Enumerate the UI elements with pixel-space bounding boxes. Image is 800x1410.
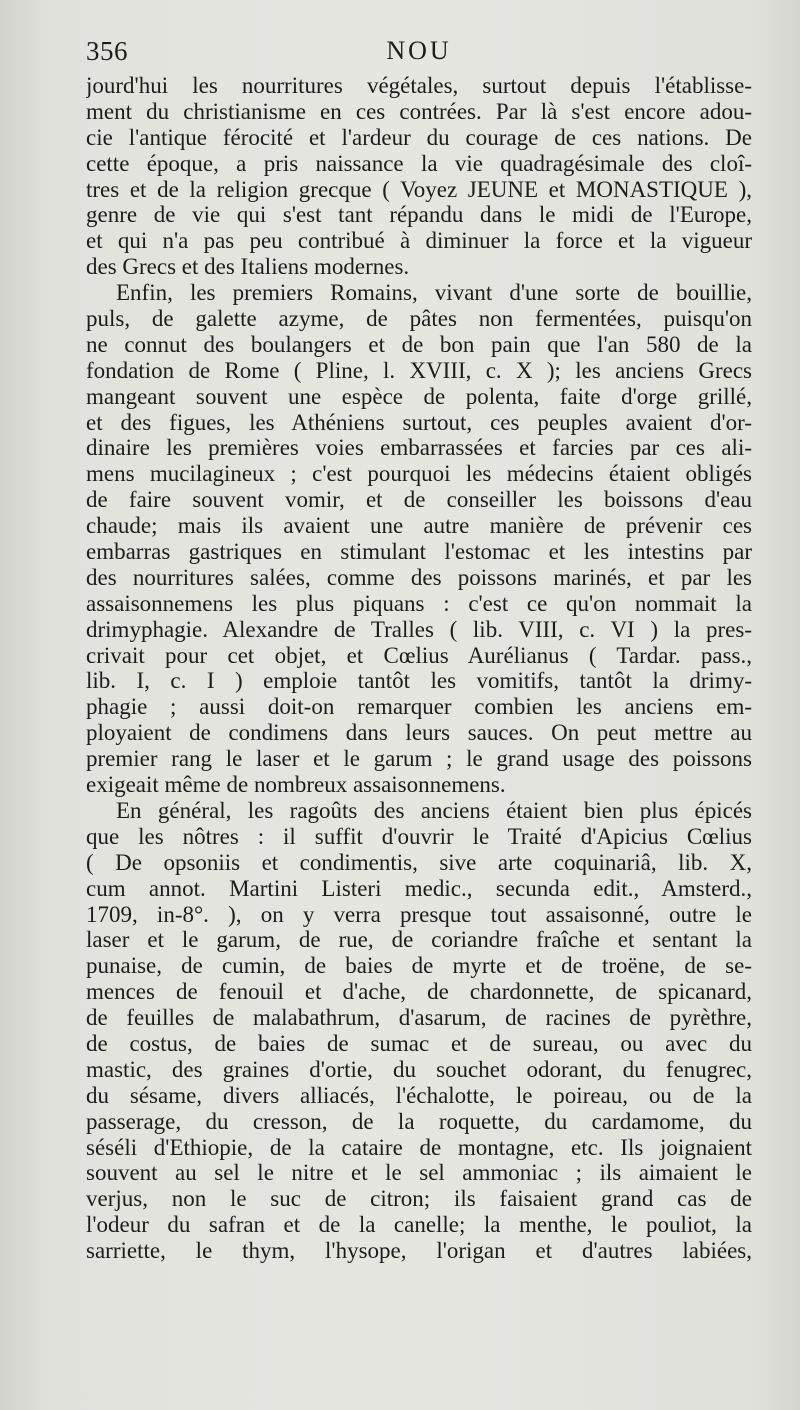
text-line: premier rang le laser et le garum ; le grand usage des poissons (86, 746, 752, 772)
text-line: laser et le garum, de rue, de coriandre fraîche et sentant la (86, 927, 752, 953)
text-line: cie l'antique férocité et l'ardeur du courage de ces nations. De (86, 124, 752, 150)
text-line: du sésame, divers alliacés, l'échalotte, le poireau, ou de la (86, 1082, 752, 1108)
text-line: de feuilles de malabathrum, d'asarum, de racines de pyrèthre, (86, 1005, 752, 1031)
text-line: ( De opsoniis et condimentis, sive arte coquinariâ, lib. X, (86, 849, 752, 875)
text-line: de faire souvent vomir, et de conseiller les boissons d'eau (86, 487, 752, 513)
text-line: ployaient de condimens dans leurs sauces. On peut mettre au (86, 720, 752, 746)
text-line: Enfin, les premiers Romains, vivant d'une sorte de bouillie, (116, 280, 752, 306)
text-line: jourd'hui les nourritures végétales, surtout depuis l'établisse- (86, 73, 752, 98)
text-line: cette époque, a pris naissance la vie quadragésimale des cloî- (86, 150, 752, 176)
text-line: assaisonnemens les plus piquans : c'est ce qu'on nommait la (86, 590, 752, 616)
text-line: lib. I, c. I ) emploie tantôt les vomitifs, tantôt la drimy- (86, 668, 752, 694)
text-line: exigeait même de nombreux assaisonnemens. (86, 772, 506, 798)
text-line: de costus, de baies de sumac et de sureau, ou avec du (86, 1030, 752, 1056)
text-line: phagie ; aussi doit-on remarquer combien les anciens em- (86, 694, 752, 720)
text-line: ment du christianisme en ces contrées. Par là s'est encore adou- (86, 98, 752, 124)
text-line: crivait pour cet objet, et Cœlius Aurélianus ( Tardar. pass., (86, 642, 752, 668)
text-line: des Grecs et des Italiens modernes. (86, 254, 410, 280)
text-line: et des figues, les Athéniens surtout, ces peuples avaient d'or- (86, 409, 752, 435)
text-line: que les nôtres : il suffit d'ouvrir le Traité d'Apicius Cœlius (86, 823, 752, 849)
text-line: séséli d'Ethiopie, de la cataire de montagne, etc. Ils joignaient (86, 1134, 752, 1160)
text-line: dinaire les premières voies embarrassées et farcies par ces ali- (86, 435, 752, 461)
text-line: punaise, de cumin, de baies de myrte et de troëne, de se- (86, 953, 752, 979)
text-line: drimyphagie. Alexandre de Tralles ( lib. VIII, c. VI ) la pres- (86, 616, 752, 642)
text-line: mastic, des graines d'ortie, du souchet odorant, du fenugrec, (86, 1056, 752, 1082)
text-line: des nourritures salées, comme des poissons marinés, et par les (86, 564, 752, 590)
text-line: genre de vie qui s'est tant répandu dans le midi de l'Europe, (86, 202, 752, 228)
text-line: puls, de galette azyme, de pâtes non fermentées, puisqu'on (86, 306, 752, 332)
text-line: cum annot. Martini Listeri medic., secunda edit., Amsterd., (86, 875, 752, 901)
text-line: chaude; mais ils avaient une autre manière de prévenir ces (86, 513, 752, 539)
text-line: verjus, non le suc de citron; ils faisaient grand cas de (86, 1186, 752, 1212)
text-line: fondation de Rome ( Pline, l. XVIII, c. X ); les anciens Grecs (86, 357, 752, 383)
text-line: mences de fenouil et d'ache, de chardonnette, de spicanard, (86, 979, 752, 1005)
text-line: tres et de la religion grecque ( Voyez JEUNE et MONASTIQUE ), (86, 176, 752, 202)
text-line: embarras gastriques en stimulant l'estomac et les intestins par (86, 539, 752, 565)
page-number: 356 (86, 36, 128, 66)
text-line: sarriette, le thym, l'hysope, l'origan et d'autres labiées, (86, 1238, 752, 1264)
running-head: NOU (386, 36, 452, 65)
body-text (86, 73, 752, 1264)
text-line: et qui n'a pas peu contribué à diminuer la force et la vigueur (86, 228, 752, 254)
text-line: En général, les ragoûts des anciens étaient bien plus épicés (116, 797, 752, 823)
text-line: souvent au sel le nitre et le sel ammoniac ; ils aimaient le (86, 1160, 752, 1186)
text-line: mangeant souvent une espèce de polenta, faite d'orge grillé, (86, 383, 752, 409)
text-line: ne connut des boulangers et de bon pain que l'an 580 de la (86, 331, 752, 357)
text-line: l'odeur du safran et de la canelle; la menthe, le pouliot, la (86, 1212, 752, 1238)
text-line: 1709, in-8°. ), on y verra presque tout assaisonné, outre le (86, 901, 752, 927)
page-header (86, 36, 752, 70)
text-line: mens mucilagineux ; c'est pourquoi les médecins étaient obligés (86, 461, 752, 487)
text-line: passerage, du cresson, de la roquette, du cardamome, du (86, 1108, 752, 1134)
